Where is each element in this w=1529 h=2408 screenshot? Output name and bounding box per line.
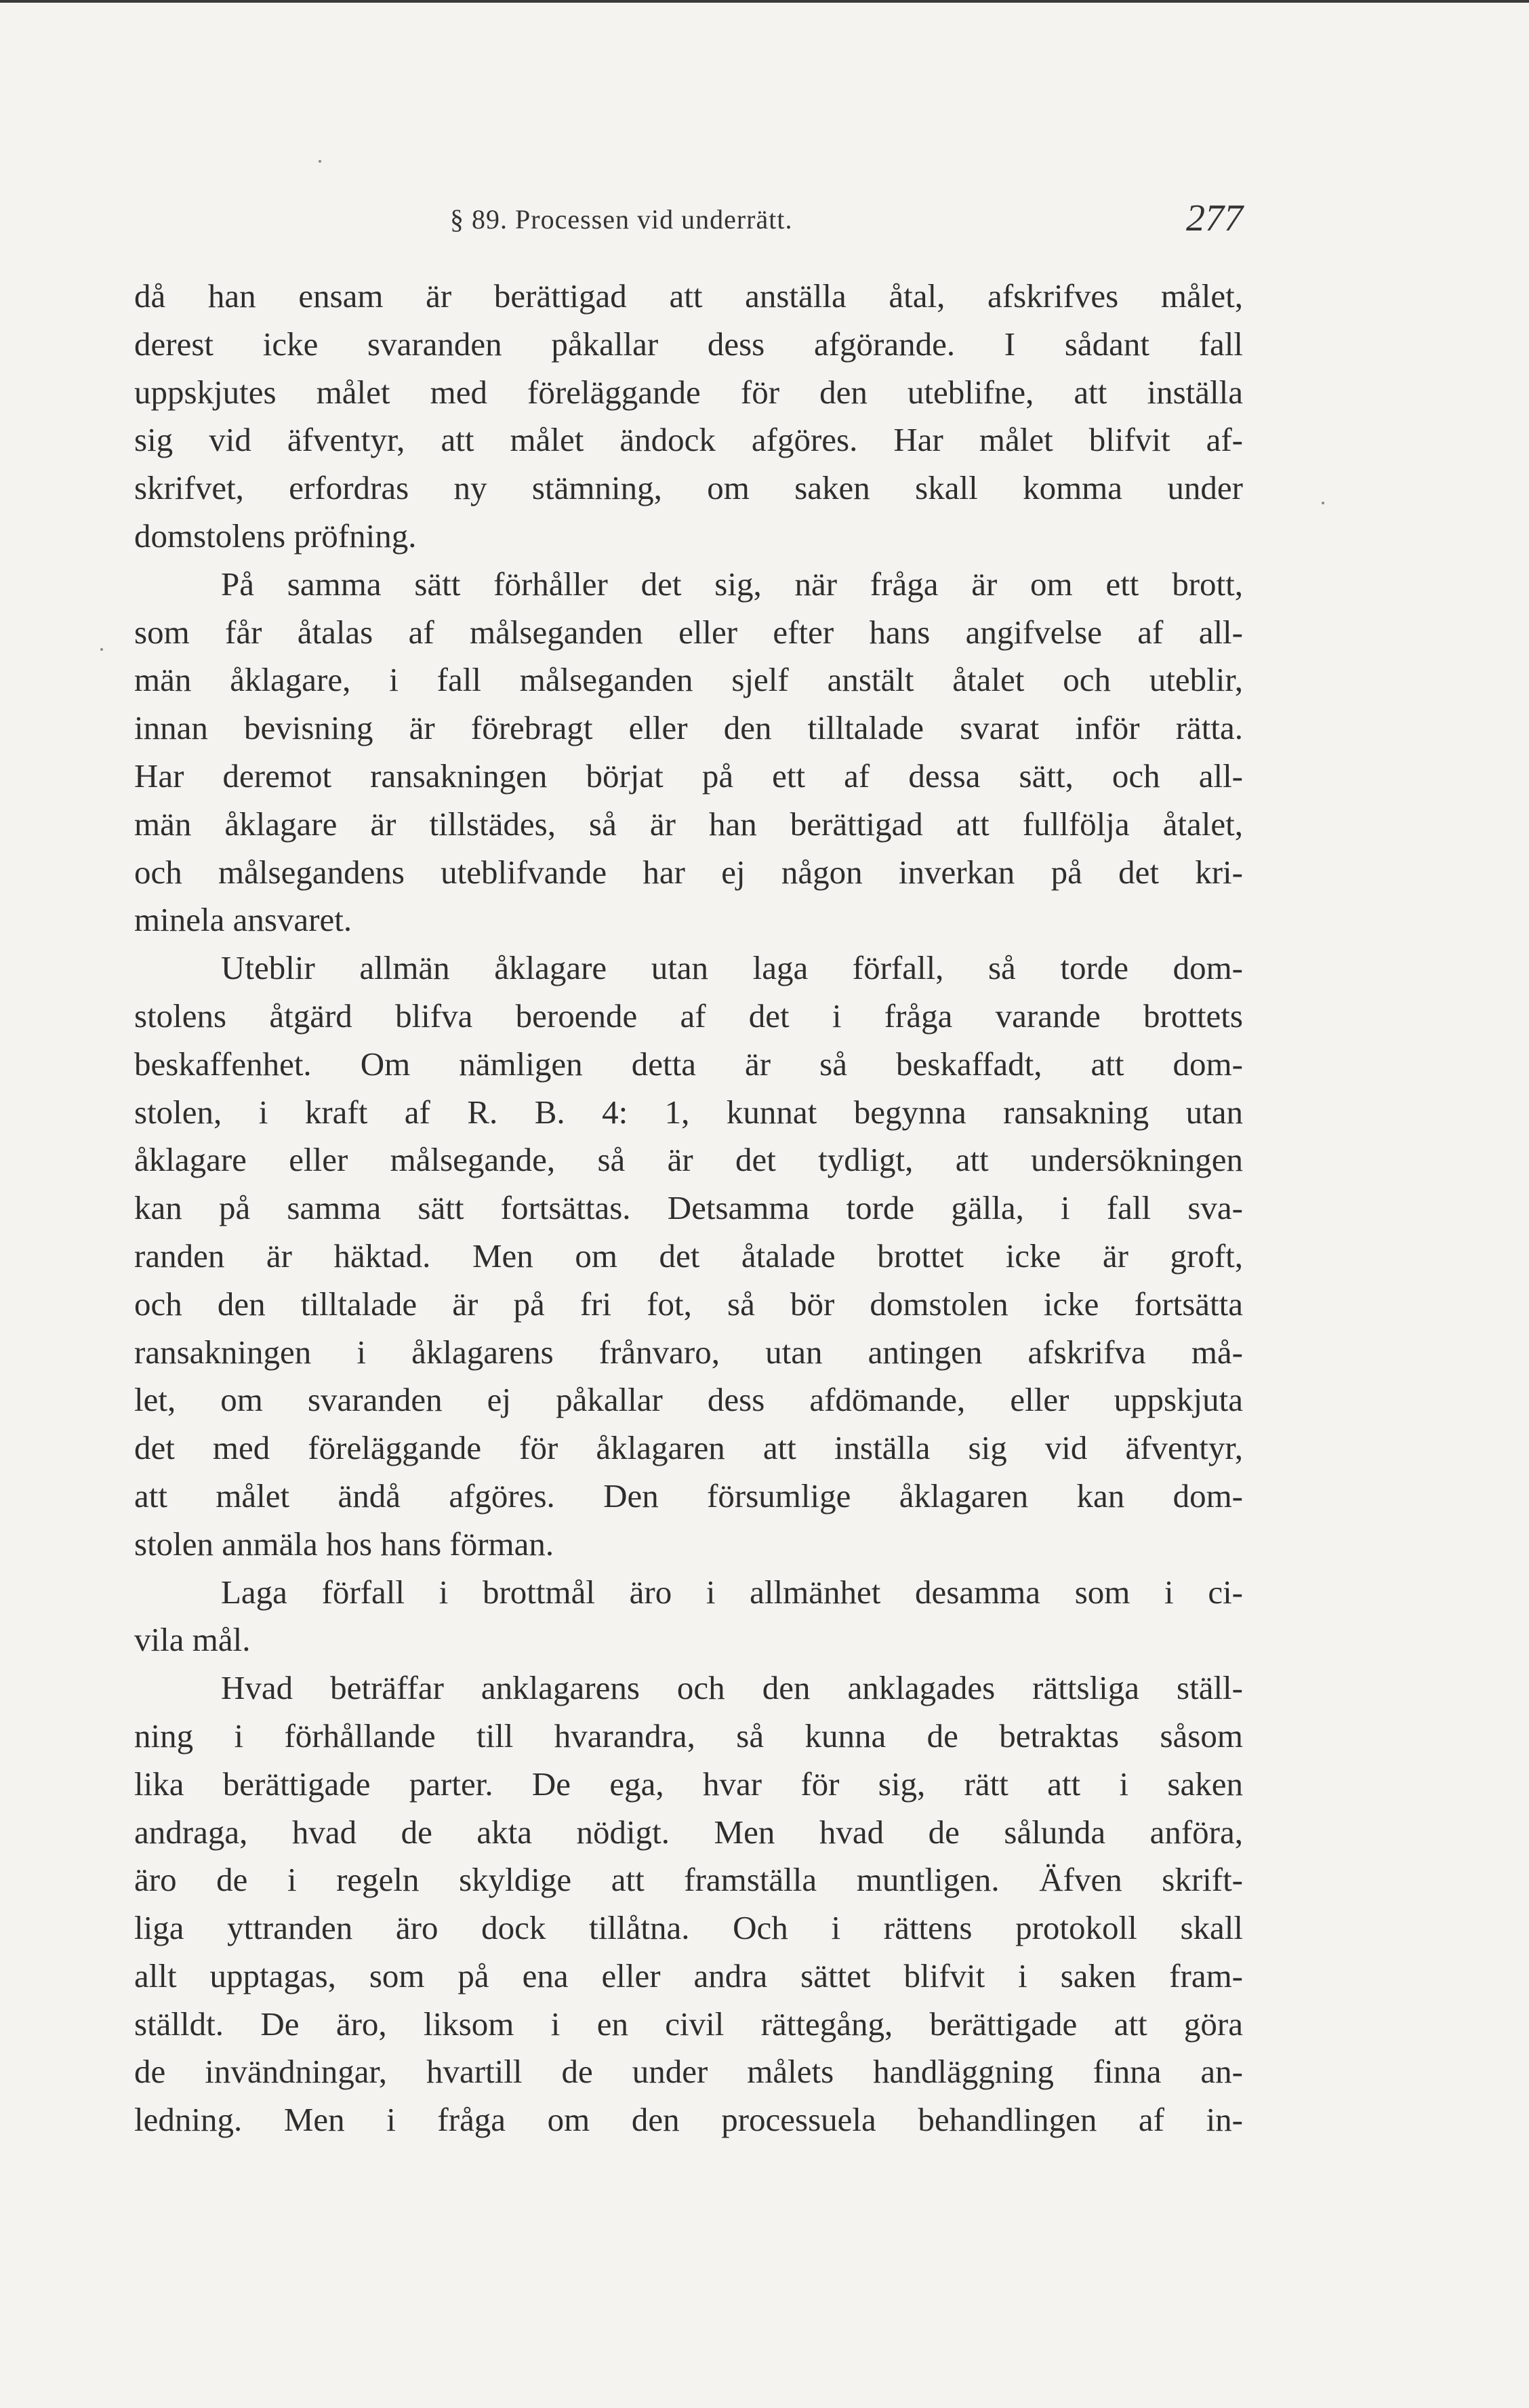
text-line: Uteblir allmän åklagare utan laga förfall, så torde dom-: [221, 949, 1243, 987]
text-line: ransakningen i åklagarens frånvaro, utan antingen afskrifva må-: [134, 1333, 1243, 1371]
text-line: stolens åtgärd blifva beroende af det i fråga varande brottets: [134, 997, 1243, 1035]
text-line: derest icke svaranden påkallar dess afgörande. I sådant fall: [134, 325, 1243, 363]
text-line: ning i förhållande till hvarandra, så kunna de betraktas såsom: [134, 1717, 1243, 1754]
text-line: let, om svaranden ej påkallar dess afdömande, eller uppskjuta: [134, 1381, 1243, 1419]
text-line: Hvad beträffar anklagarens och den anklagades rättsliga ställ-: [221, 1669, 1243, 1707]
text-line: lika berättigade parter. De ega, hvar för sig, rätt att i saken: [134, 1765, 1243, 1803]
page-top-edge: [0, 0, 1529, 3]
text-line: ledning. Men i fråga om den processuela behandlingen af in-: [134, 2101, 1243, 2139]
text-line: På samma sätt förhåller det sig, när fråga är om ett brott,: [221, 565, 1243, 603]
text-line: och den tilltalade är på fri fot, så bör domstolen icke fortsätta: [134, 1285, 1243, 1323]
text-line: uppskjutes målet med föreläggande för den uteblifne, att inställa: [134, 373, 1243, 411]
text-line: Laga förfall i brottmål äro i allmänhet desamma som i ci-: [221, 1573, 1243, 1611]
text-line: ställdt. De äro, liksom i en civil rättegång, berättigade att göra: [134, 2005, 1243, 2043]
paper-speck: [100, 648, 103, 651]
paper-speck: [1322, 502, 1324, 504]
text-line: innan bevisning är förebragt eller den tilltalade svarat inför rätta.: [134, 709, 1243, 747]
text-line: äro de i regeln skyldige att framställa muntligen. Äfven skrift-: [134, 1861, 1243, 1899]
text-line: minela ansvaret.: [134, 901, 352, 939]
text-line: beskaffenhet. Om nämligen detta är så beskaffadt, att dom-: [134, 1045, 1243, 1083]
text-line: allt upptagas, som på ena eller andra sättet blifvit i saken fram-: [134, 1956, 1243, 1994]
text-line: att målet ändå afgöres. Den försumlige åklagaren kan dom-: [134, 1477, 1243, 1514]
text-line: de invändningar, hvartill de under målets handläggning finna an-: [134, 2053, 1243, 2091]
page-number: 277: [1186, 197, 1243, 239]
text-line: män åklagare är tillstädes, så är han berättigad att fullfölja åtalet,: [134, 805, 1243, 843]
text-line: åklagare eller målsegande, så är det tydligt, att undersökningen: [134, 1141, 1243, 1179]
text-line: domstolens pröfning.: [134, 517, 417, 555]
text-line: liga yttranden äro dock tillåtna. Och i rättens protokoll skall: [134, 1909, 1243, 1947]
text-line: som får åtalas af målseganden eller efter hans angifvelse af all-: [134, 613, 1243, 651]
text-line: vila mål.: [134, 1621, 251, 1659]
running-head: [134, 197, 1243, 251]
text-line: andraga, hvad de akta nödigt. Men hvad de sålunda anföra,: [134, 1813, 1243, 1851]
text-line: Har deremot ransakningen börjat på ett af dessa sätt, och all-: [134, 757, 1243, 795]
text-line: det med föreläggande för åklagaren att inställa sig vid äfventyr,: [134, 1429, 1243, 1467]
text-line: randen är häktad. Men om det åtalade brottet icke är groft,: [134, 1237, 1243, 1275]
section-heading: § 89. Processen vid underrätt.: [450, 204, 793, 235]
paper-speck: [319, 160, 321, 163]
text-line: sig vid äfventyr, att målet ändock afgöres. Har målet blifvit af-: [134, 421, 1243, 459]
text-line: stolen anmäla hos hans förman.: [134, 1525, 554, 1563]
text-line: skrifvet, erfordras ny stämning, om saken skall komma under: [134, 469, 1243, 507]
text-line: stolen, i kraft af R. B. 4: 1, kunnat begynna ransakning utan: [134, 1093, 1243, 1131]
text-line: då han ensam är berättigad att anställa åtal, afskrifves målet,: [134, 277, 1243, 315]
text-line: och målsegandens uteblifvande har ej någon inverkan på det kri-: [134, 853, 1243, 891]
text-line: kan på samma sätt fortsättas. Detsamma torde gälla, i fall sva-: [134, 1189, 1243, 1227]
body-text: [134, 273, 1243, 2144]
text-line: män åklagare, i fall målseganden sjelf anstält åtalet och uteblir,: [134, 661, 1243, 699]
book-page: [134, 197, 1243, 2230]
